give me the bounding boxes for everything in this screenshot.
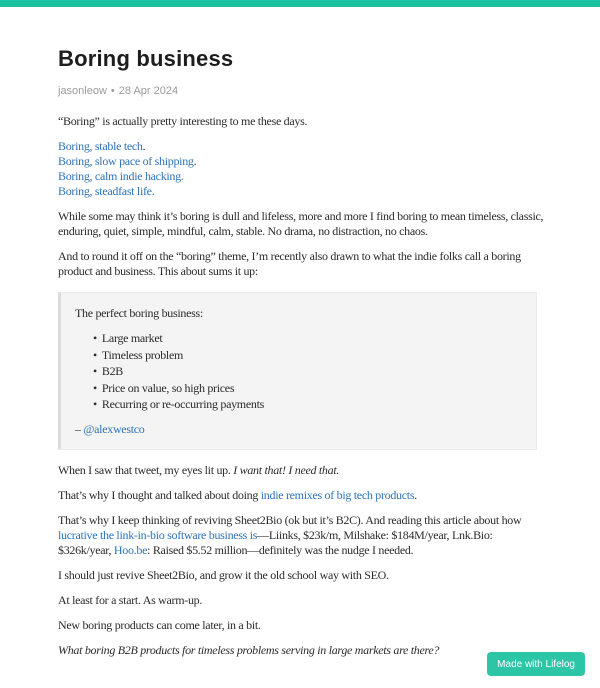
attribution-dash: –	[75, 421, 84, 436]
paragraph-intro: “Boring” is actually pretty interesting to me these days.	[58, 114, 308, 128]
quote-bullet-list	[93, 330, 520, 413]
bullet-icon: •	[93, 397, 97, 411]
bullet-icon: •	[93, 364, 97, 378]
bullet-icon: •	[93, 331, 97, 345]
link-line	[58, 139, 545, 154]
quote-item-text: Recurring or re-occurring payments	[101, 397, 264, 411]
link-line	[58, 184, 545, 199]
paragraph-sheet2bio-middle: —Liinks, $23k/m, Milshake: $184M/year, Lnk.Bio: $326k/year,	[58, 527, 493, 557]
paragraph-while: While some may think it’s boring is dull and lifeless, more and more I find boring to mean timeless, classic, enduring, quiet, simple, mindful, calm, stable. No drama, no distraction, no chaos.	[58, 209, 544, 238]
paragraph-tweet-italic: I want that! I need that.	[233, 462, 340, 477]
link-indie-remixes[interactable]: indie remixes of big tech products	[260, 487, 415, 502]
top-accent-bar	[0, 0, 600, 7]
link-boring-calm-indie[interactable]: Boring, calm indie hacking.	[58, 169, 184, 183]
quote-list-item	[93, 363, 520, 380]
quote-list-item	[93, 380, 520, 397]
paragraph-sheet2bio-suffix: : Raised $5.52 million—definitely was the nudge I needed.	[147, 542, 414, 557]
link-line	[58, 169, 545, 184]
link-line	[58, 154, 545, 169]
link-boring-stable-tech[interactable]: Boring, stable tech	[58, 139, 143, 153]
quote-item-text: Price on value, so high prices	[101, 380, 235, 395]
paragraph-tweet-text: When I saw that tweet, my eyes lit up.	[58, 462, 234, 477]
link-alexwestco[interactable]: @alexwestco	[83, 421, 145, 436]
page-title: Boring business	[58, 46, 234, 71]
paragraph-sheet2bio-prefix: That’s why I keep thinking of reviving Sheet2Bio (ok but it’s B2C). And reading this article about how	[58, 512, 522, 527]
tweet-blockquote	[58, 292, 537, 450]
link-lucrative-linkinbio[interactable]: lucrative the link-in-bio software business is	[58, 527, 258, 542]
made-with-lifelog-button[interactable]: Made with Lifelog	[487, 652, 585, 676]
link-hoobe[interactable]: Hoo.be	[113, 542, 148, 557]
article-body	[58, 114, 545, 658]
paragraph-remixes	[58, 488, 545, 503]
quote-list-item	[93, 347, 520, 364]
paragraph-tweet	[58, 463, 545, 478]
paragraph-new-products: New boring products can come later, in a bit.	[58, 617, 261, 632]
byline	[58, 85, 545, 97]
quote-item-text: Timeless problem	[101, 347, 183, 362]
bullet-icon: •	[93, 380, 97, 395]
boring-link-list	[58, 139, 545, 199]
paragraph-remixes-prefix: That’s why I thought and talked about doing	[58, 487, 261, 502]
quote-intro: The perfect boring business:	[75, 306, 203, 320]
quote-list-item	[93, 330, 520, 347]
byline-separator: •	[110, 85, 115, 97]
link-boring-steadfast[interactable]: Boring, steadfast life.	[58, 184, 155, 198]
paragraph-revive: I should just revive Sheet2Bio, and grow it the old school way with SEO.	[58, 567, 389, 582]
quote-item-text: Large market	[101, 331, 163, 345]
quote-attribution	[75, 422, 520, 437]
paragraph-start: At least for a start. As warm-up.	[58, 592, 203, 607]
link-boring-slow-pace[interactable]: Boring, slow pace of shipping	[58, 154, 194, 168]
post-date: 28 Apr 2024	[118, 85, 179, 97]
quote-item-text: B2B	[101, 364, 124, 378]
bullet-icon: •	[93, 347, 97, 362]
link-line-suffix: .	[142, 139, 146, 153]
post-content	[58, 46, 545, 658]
paragraph-remixes-suffix: .	[414, 487, 417, 502]
paragraph-sheet2bio	[58, 513, 545, 558]
paragraph-round-off: And to round it off on the “boring” theme, I’m recently also drawn to what the indie folks call a boring product and business. This about sums it up:	[58, 249, 521, 278]
quote-list-item	[93, 396, 520, 413]
paragraph-question: What boring B2B products for timeless problems serving in large markets are there?	[58, 642, 440, 657]
link-line-suffix: .	[193, 154, 197, 168]
author-name: jasonleow	[58, 85, 107, 97]
